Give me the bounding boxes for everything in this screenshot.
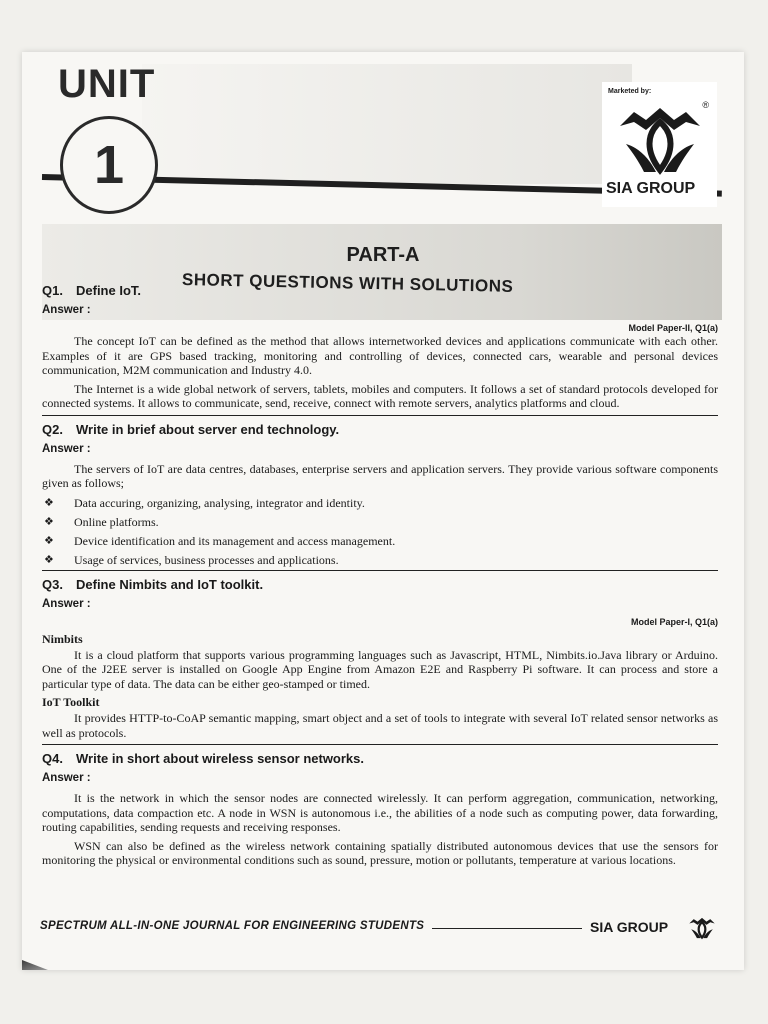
- sia-logo-icon: [616, 104, 704, 176]
- unit-heading: UNIT: [58, 62, 156, 106]
- question-number: Q2.: [42, 421, 63, 437]
- question-text: Write in brief about server end technology.: [76, 421, 340, 437]
- answer-label: Answer :: [42, 597, 91, 610]
- paragraph: The servers of IoT are data centres, databases, enterprise servers and application servers. They provide various software components given as follows;: [42, 461, 718, 490]
- answer-label: Answer :: [42, 442, 91, 455]
- list-item: ❖ Device identification and its management and access management.: [44, 533, 396, 548]
- question-number: Q1.: [42, 283, 63, 298]
- list-item: ❖ Usage of services, business processes and applications.: [44, 552, 339, 567]
- publisher-logo: [602, 82, 717, 207]
- part-subtitle: SHORT QUESTIONS WITH SOLUTIONS: [181, 270, 514, 296]
- content: [42, 282, 718, 872]
- diamond-bullet-icon: ❖: [44, 496, 54, 509]
- registered-mark: ®: [702, 100, 709, 110]
- document-page: [22, 52, 744, 970]
- header-band: [142, 64, 632, 184]
- divider: [42, 415, 718, 416]
- answer-label: Answer :: [42, 772, 91, 784]
- footer-brand: SIA GROUP: [590, 919, 669, 935]
- diamond-bullet-icon: ❖: [44, 553, 54, 566]
- diamond-bullet-icon: ❖: [44, 515, 54, 528]
- model-paper-ref: Model Paper-II, Q1(a): [628, 323, 718, 333]
- model-paper-ref: Model Paper-I, Q1(a): [630, 616, 718, 627]
- question-text: Define Nimbits and IoT toolkit.: [76, 576, 264, 592]
- page-footer: [40, 914, 730, 944]
- question-2: [42, 421, 718, 438]
- question-number: Q3.: [42, 576, 63, 592]
- subheading-nimbits: Nimbits: [42, 631, 83, 646]
- divider: [42, 744, 718, 745]
- sia-logo-icon: [688, 916, 716, 940]
- paragraph: It is a cloud platform that supports various programming languages such as Javascript, HTML, Nimbits.io.Java library or Arduino. One of the J2EE server is installed on Google App Engine from Amazon E2E and Raspberry Pi software. It can process and store a particular type of data. The data can be either geo-stamped or timed.: [42, 647, 718, 691]
- list-item: ❖ Online platforms.: [44, 514, 159, 529]
- footer-rule: [432, 928, 582, 929]
- list-item: ❖ Data accuring, organizing, analysing, integrator and identity.: [44, 495, 365, 510]
- paragraph: It is the network in which the sensor nodes are connected wirelessly. It can perform aggregation, communication, networking, computations, data compaction etc. A node in WSN is autonomous i.e., the abilities of a node such as computing power, data forwarding, routing capabilities, sending requests and receiving responses.: [42, 791, 718, 834]
- paragraph: The Internet is a wide global network of servers, tablets, mobiles and computers. It follows a set of standard protocols developed for connected systems. It allows to communicate, send, receive, connect with remote servers, analytics platforms and cloud.: [42, 381, 718, 410]
- paragraph: The concept IoT can be defined as the method that allows internetworked devices and applications communicate with each other. Examples of it are GPS based tracking, monitoring and controlling of devices, connected cars, wearable and personal devices communication, M2M communication and Industry 4.0.: [42, 334, 718, 377]
- part-title: PART-A: [346, 244, 420, 266]
- unit-number-circle: 1: [60, 116, 158, 214]
- marketed-by-label: Marketed by:: [608, 88, 652, 95]
- diamond-bullet-icon: ❖: [44, 534, 54, 547]
- question-text: Write in short about wireless sensor networks.: [76, 751, 364, 766]
- answer-label: Answer :: [42, 304, 91, 316]
- question-4: [42, 750, 718, 767]
- question-3: [42, 576, 718, 593]
- subheading-iot-toolkit: IoT Toolkit: [42, 695, 100, 709]
- question-text: Define IoT.: [76, 283, 142, 298]
- brand-name: SIA GROUP: [606, 180, 696, 197]
- paragraph: It provides HTTP-to-CoAP semantic mapping, smart object and a set of tools to integrate with several IoT related sensor networks as well as protocols.: [42, 711, 718, 740]
- paragraph: WSN can also be defined as the wireless network containing spatially distributed autonomous devices that use the sensors for monitoring the physical or environmental conditions such as sound, pressure, motion or pollutants, temperature at various locations.: [42, 838, 718, 867]
- question-number: Q4.: [42, 751, 63, 766]
- question-1: [42, 282, 718, 299]
- divider: [42, 570, 718, 571]
- journal-name: SPECTRUM ALL-IN-ONE JOURNAL FOR ENGINEERING STUDENTS: [40, 920, 425, 932]
